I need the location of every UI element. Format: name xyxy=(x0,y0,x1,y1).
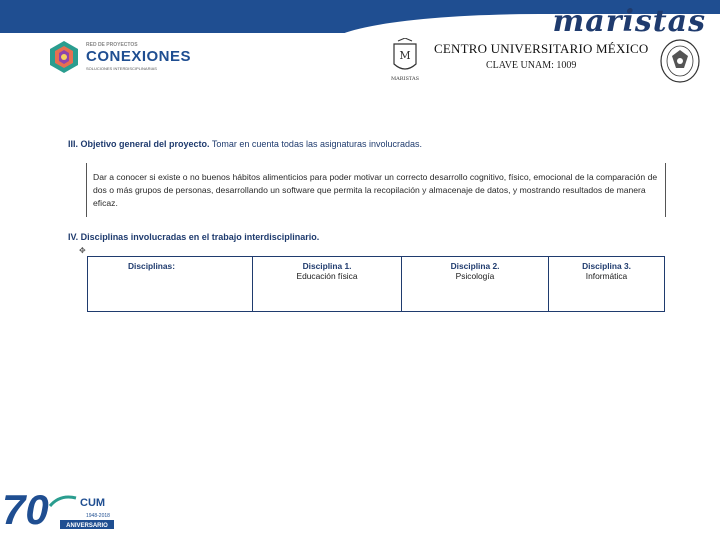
conexiones-mark-icon xyxy=(46,39,82,75)
crest-left-caption: MARISTAS xyxy=(391,76,419,82)
conexiones-name: CONEXIONES xyxy=(86,48,192,65)
maristas-crest-icon xyxy=(386,38,424,82)
disciplines-row-label: Disciplinas: xyxy=(88,257,253,312)
disciplines-table xyxy=(87,256,665,312)
section-3-heading-line xyxy=(68,139,422,149)
discipline-2-value: Psicología xyxy=(455,271,495,281)
conexiones-small-text: RED DE PROYECTOS xyxy=(86,42,138,48)
anniv-label: ANIVERSARIO xyxy=(66,523,108,529)
conexiones-tagline: SOLUCIONES INTERDISCIPLINARIAS xyxy=(86,66,157,71)
discipline-cell-2[interactable] xyxy=(402,257,549,312)
anniv-number: 70 xyxy=(2,486,49,533)
discipline-1-value: Educación física xyxy=(296,271,358,281)
section-3-heading: III. Objetivo general del proyecto. xyxy=(68,139,210,149)
anniv-years: 1948-2018 xyxy=(86,513,110,519)
anniv-cum: CUM xyxy=(80,497,106,509)
discipline-3-value: Informática xyxy=(585,271,628,281)
anniversary-logo xyxy=(0,484,118,536)
discipline-cell-3[interactable] xyxy=(549,257,665,312)
svg-text:M: M xyxy=(399,49,411,62)
discipline-1-header: Disciplina 1. xyxy=(302,261,352,271)
institution-title: CENTRO UNIVERSITARIO MÉXICO xyxy=(434,41,649,56)
conexiones-logo xyxy=(46,37,196,81)
objective-box[interactable] xyxy=(86,163,666,217)
institution-subtitle: CLAVE UNAM: 1009 xyxy=(486,60,577,71)
unam-crest-icon xyxy=(658,38,702,84)
discipline-cell-1[interactable] xyxy=(253,257,402,312)
section-3-instruction: Tomar en cuenta todas las asignaturas involucradas. xyxy=(211,139,423,149)
discipline-2-header: Disciplina 2. xyxy=(450,261,500,271)
maristas-logo-script: maristas xyxy=(552,4,706,39)
discipline-3-header: Disciplina 3. xyxy=(582,261,631,271)
table-move-handle-icon[interactable]: ✥ xyxy=(79,246,86,255)
objective-text[interactable]: Dar a conocer si existe o no buenos hábitos alimenticios para poder motivar un correcto desarrollo cognitivo, físico, emocional de la comparación de dos o más grupos de personas, desarrollando un software que permita la recopilación y almacenaje de datos, y mostrando resultados de manera eficaz. xyxy=(93,172,658,208)
section-4-heading: IV. Disciplinas involucradas en el trabajo interdisciplinario. xyxy=(68,232,320,242)
